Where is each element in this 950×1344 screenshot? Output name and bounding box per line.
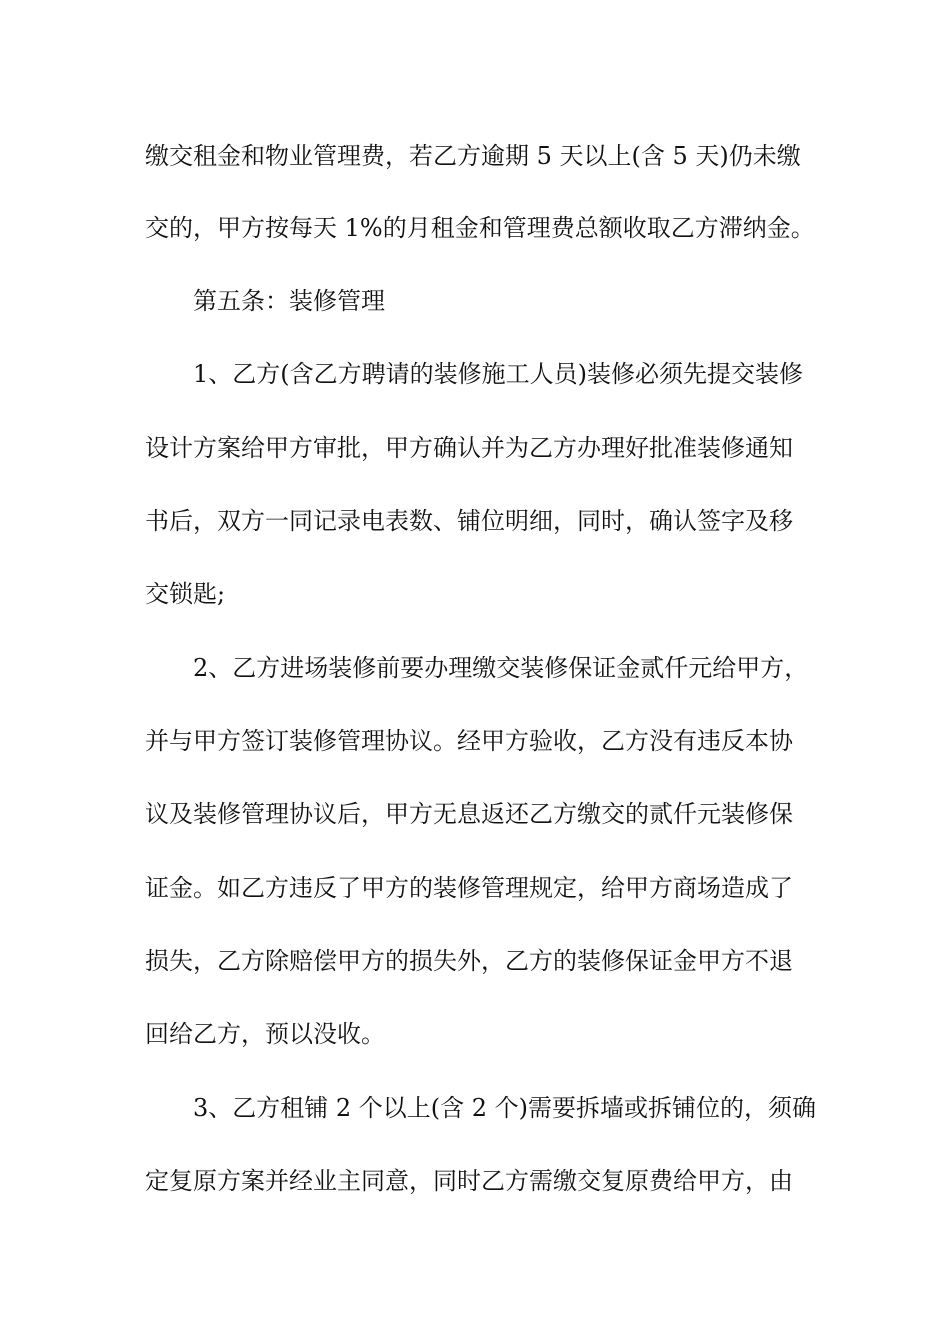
section-heading: 第五条：装修管理 xyxy=(193,287,385,315)
text-line: 回给乙方，预以没收。 xyxy=(145,1020,385,1048)
text-line: 证金。如乙方违反了甲方的装修管理规定，给甲方商场造成了 xyxy=(145,874,793,902)
text-line: 定复原方案并经业主同意，同时乙方需缴交复原费给甲方，由 xyxy=(145,1167,793,1195)
text-line: 3、乙方租铺 2 个以上(含 2 个)需要拆墙或拆铺位的，须确 xyxy=(193,1094,817,1122)
text-line: 损失，乙方除赔偿甲方的损失外，乙方的装修保证金甲方不退 xyxy=(145,947,793,975)
text-line: 交锁匙; xyxy=(145,580,226,608)
text-line: 缴交租金和物业管理费，若乙方逾期 5 天以上(含 5 天)仍未缴 xyxy=(145,142,801,170)
text-line: 书后，双方一同记录电表数、铺位明细，同时，确认签字及移 xyxy=(145,507,793,535)
text-line: 1、乙方(含乙方聘请的装修施工人员)装修必须先提交装修 xyxy=(193,360,803,388)
text-line: 并与甲方签订装修管理协议。经甲方验收，乙方没有违反本协 xyxy=(145,727,793,755)
text-line: 交的，甲方按每天 1%的月租金和管理费总额收取乙方滞纳金。 xyxy=(145,214,815,242)
text-line: 设计方案给甲方审批，甲方确认并为乙方办理好批准装修通知 xyxy=(145,434,793,462)
text-line: 2、乙方进场装修前要办理缴交装修保证金贰仟元给甲方， xyxy=(193,654,809,682)
text-line: 议及装修管理协议后，甲方无息返还乙方缴交的贰仟元装修保 xyxy=(145,800,793,828)
